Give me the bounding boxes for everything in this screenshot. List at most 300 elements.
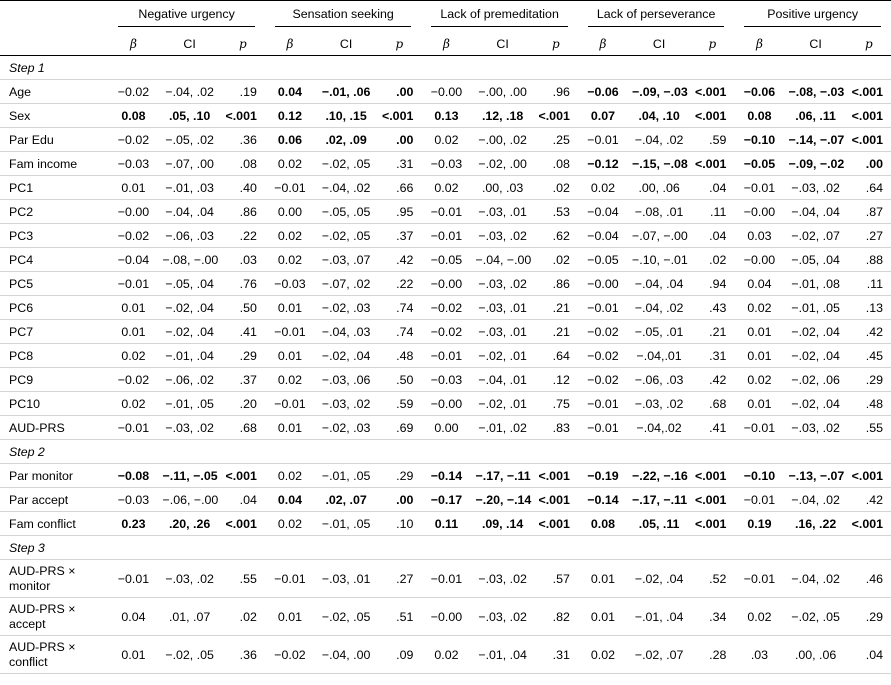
ci-value: −.02, .04 — [785, 320, 847, 344]
beta-value: −0.01 — [734, 488, 784, 512]
beta-value: 0.01 — [578, 560, 628, 598]
ci-value: −.09, −.02 — [785, 152, 847, 176]
row-label: PC6 — [0, 296, 108, 320]
p-value: .52 — [690, 560, 734, 598]
row-label: Age — [0, 80, 108, 104]
p-value: <.001 — [534, 488, 578, 512]
ci-value: .09, .14 — [472, 512, 534, 536]
p-value: <.001 — [690, 152, 734, 176]
p-value: .41 — [221, 320, 265, 344]
table-row — [0, 224, 891, 248]
beta-value: −0.00 — [421, 272, 471, 296]
p-value: .59 — [377, 392, 421, 416]
beta-value: −0.01 — [734, 416, 784, 440]
table-row — [0, 560, 891, 598]
p-value: .22 — [377, 272, 421, 296]
beta-value: −0.06 — [578, 80, 628, 104]
ci-value: −.02, .06 — [785, 368, 847, 392]
p-value: .02 — [690, 248, 734, 272]
ci-value: −.03, .01 — [472, 320, 534, 344]
table-row — [0, 344, 891, 368]
p-value: .55 — [847, 416, 891, 440]
beta-value: −0.00 — [578, 272, 628, 296]
p-value: <.001 — [847, 512, 891, 536]
ci-value: .02, .07 — [315, 488, 377, 512]
beta-value: −0.02 — [108, 224, 158, 248]
beta-value: −0.01 — [421, 344, 471, 368]
beta-value: 0.02 — [421, 128, 471, 152]
p-value: .42 — [847, 488, 891, 512]
p-value: <.001 — [534, 512, 578, 536]
beta-value: 0.02 — [265, 464, 315, 488]
ci-value: −.02, .04 — [315, 344, 377, 368]
p-value: .68 — [221, 416, 265, 440]
beta-value: −0.02 — [265, 636, 315, 674]
beta-header: β — [578, 32, 628, 56]
ci-value: −.06, .03 — [628, 368, 690, 392]
table-row — [0, 248, 891, 272]
p-value: .64 — [534, 344, 578, 368]
beta-value: 0.08 — [734, 104, 784, 128]
table-row — [0, 176, 891, 200]
corner-cell — [0, 1, 108, 33]
beta-value: −0.14 — [421, 464, 471, 488]
p-value: .02 — [534, 248, 578, 272]
beta-header: β — [108, 32, 158, 56]
ci-value: −.04,.02 — [628, 416, 690, 440]
p-value: .86 — [534, 272, 578, 296]
ci-value: −.04, .01 — [472, 368, 534, 392]
beta-value: 0.23 — [108, 512, 158, 536]
step-row — [0, 56, 891, 80]
beta-value: −0.01 — [265, 176, 315, 200]
p-value: .53 — [534, 200, 578, 224]
group-header-row — [0, 1, 891, 33]
ci-value: −.02, .05 — [315, 152, 377, 176]
ci-value: −.17, −.11 — [472, 464, 534, 488]
ci-value: −.03, .01 — [472, 296, 534, 320]
ci-value: −.03, .02 — [472, 598, 534, 636]
beta-value: −0.01 — [108, 272, 158, 296]
beta-value: −0.10 — [734, 128, 784, 152]
ci-value: −.01, .02 — [472, 416, 534, 440]
p-value: .45 — [847, 344, 891, 368]
p-value: .86 — [221, 200, 265, 224]
beta-value: 0.07 — [578, 104, 628, 128]
p-value: .62 — [534, 224, 578, 248]
ci-value: −.03, .02 — [785, 176, 847, 200]
ci-value: −.01, .05 — [785, 296, 847, 320]
p-value: <.001 — [847, 80, 891, 104]
ci-value: −.04, .02 — [159, 80, 221, 104]
ci-value: −.05, .04 — [785, 248, 847, 272]
table-row — [0, 598, 891, 636]
step-label: Step 1 — [0, 56, 891, 80]
row-label: Par monitor — [0, 464, 108, 488]
p-header: p — [221, 32, 265, 56]
table-row — [0, 488, 891, 512]
table-row — [0, 512, 891, 536]
p-value: .68 — [690, 392, 734, 416]
ci-value: −.07, −.00 — [628, 224, 690, 248]
row-label: PC4 — [0, 248, 108, 272]
ci-value: −.08, .01 — [628, 200, 690, 224]
table-row — [0, 320, 891, 344]
beta-value: 0.02 — [108, 392, 158, 416]
table-body — [0, 56, 891, 674]
p-value: <.001 — [690, 512, 734, 536]
ci-value: −.02, .07 — [628, 636, 690, 674]
table-row — [0, 296, 891, 320]
ci-header: CI — [159, 32, 221, 56]
table-row — [0, 368, 891, 392]
p-value: .27 — [377, 560, 421, 598]
p-value: .50 — [377, 368, 421, 392]
p-value: <.001 — [377, 104, 421, 128]
table-row — [0, 464, 891, 488]
p-value: <.001 — [847, 464, 891, 488]
beta-value: −0.01 — [421, 200, 471, 224]
beta-value: −0.00 — [421, 392, 471, 416]
p-value: .96 — [534, 80, 578, 104]
group-header: Lack of premeditation — [421, 1, 578, 33]
ci-value: −.02, .03 — [315, 416, 377, 440]
beta-value: −0.17 — [421, 488, 471, 512]
ci-value: −.01, .06 — [315, 80, 377, 104]
p-value: .29 — [847, 368, 891, 392]
step-label: Step 3 — [0, 536, 891, 560]
p-value: .19 — [221, 80, 265, 104]
ci-value: −.00, .02 — [472, 128, 534, 152]
p-value: .04 — [690, 176, 734, 200]
group-header: Positive urgency — [734, 1, 891, 33]
beta-value: 0.03 — [734, 224, 784, 248]
ci-value: −.02, .01 — [472, 392, 534, 416]
row-label: PC2 — [0, 200, 108, 224]
ci-value: −.06, −.00 — [159, 488, 221, 512]
p-value: .10 — [377, 512, 421, 536]
beta-value: −0.03 — [421, 368, 471, 392]
beta-value: 0.02 — [265, 368, 315, 392]
p-value: .46 — [847, 560, 891, 598]
ci-value: −.17, −.11 — [628, 488, 690, 512]
p-value: .75 — [534, 392, 578, 416]
beta-value: 0.13 — [421, 104, 471, 128]
beta-value: 0.00 — [265, 200, 315, 224]
beta-value: −0.01 — [265, 320, 315, 344]
ci-value: .00, .06 — [785, 636, 847, 674]
p-value: .12 — [534, 368, 578, 392]
p-value: <.001 — [690, 464, 734, 488]
p-value: .31 — [690, 344, 734, 368]
beta-value: 0.02 — [265, 512, 315, 536]
beta-value: 0.01 — [265, 344, 315, 368]
beta-value: 0.02 — [734, 296, 784, 320]
p-value: .00 — [377, 488, 421, 512]
p-value: .00 — [377, 80, 421, 104]
ci-value: .04, .10 — [628, 104, 690, 128]
table-row — [0, 104, 891, 128]
ci-value: −.01, .04 — [628, 598, 690, 636]
ci-value: −.04, −.00 — [472, 248, 534, 272]
beta-value: −0.05 — [578, 248, 628, 272]
p-value: .25 — [534, 128, 578, 152]
ci-value: .01, .07 — [159, 598, 221, 636]
ci-value: −.14, −.07 — [785, 128, 847, 152]
row-label: Sex — [0, 104, 108, 128]
p-value: <.001 — [221, 512, 265, 536]
beta-value: −0.14 — [578, 488, 628, 512]
beta-value: 0.01 — [108, 296, 158, 320]
p-value: .04 — [690, 224, 734, 248]
p-value: <.001 — [690, 488, 734, 512]
beta-value: −0.02 — [108, 368, 158, 392]
beta-value: 0.02 — [578, 636, 628, 674]
beta-value: −0.03 — [108, 152, 158, 176]
p-value: .42 — [377, 248, 421, 272]
beta-value: −0.04 — [578, 200, 628, 224]
ci-value: −.03, .01 — [315, 560, 377, 598]
ci-value: −.01, .08 — [785, 272, 847, 296]
p-value: .50 — [221, 296, 265, 320]
beta-value: 0.01 — [265, 296, 315, 320]
group-header: Lack of perseverance — [578, 1, 735, 33]
p-value: .21 — [534, 320, 578, 344]
beta-value: −0.06 — [734, 80, 784, 104]
beta-value: −0.01 — [578, 392, 628, 416]
ci-value: −.01, .05 — [159, 392, 221, 416]
p-value: .42 — [690, 368, 734, 392]
p-value: .02 — [221, 598, 265, 636]
ci-value: −.04, .04 — [159, 200, 221, 224]
p-value: .42 — [847, 320, 891, 344]
beta-value: 0.02 — [421, 176, 471, 200]
row-label: AUD-PRS × conflict — [0, 636, 108, 674]
table-row — [0, 128, 891, 152]
p-value: .08 — [534, 152, 578, 176]
p-value: .51 — [377, 598, 421, 636]
ci-value: −.08, −.00 — [159, 248, 221, 272]
ci-value: −.02, .00 — [472, 152, 534, 176]
beta-value: 0.01 — [108, 320, 158, 344]
p-value: .48 — [377, 344, 421, 368]
ci-value: −.04, .02 — [628, 296, 690, 320]
beta-value: −0.04 — [108, 248, 158, 272]
beta-value: 0.02 — [734, 598, 784, 636]
ci-value: −.04, .04 — [628, 272, 690, 296]
ci-value: −.01, .04 — [159, 344, 221, 368]
table-row — [0, 200, 891, 224]
ci-value: .02, .09 — [315, 128, 377, 152]
ci-value: −.04, .00 — [315, 636, 377, 674]
p-value: .36 — [221, 636, 265, 674]
ci-value: −.05, .05 — [315, 200, 377, 224]
ci-value: −.03, .07 — [315, 248, 377, 272]
p-value: .02 — [534, 176, 578, 200]
p-value: .21 — [690, 320, 734, 344]
p-value: .04 — [221, 488, 265, 512]
row-label: AUD-PRS × monitor — [0, 560, 108, 598]
beta-value: 0.02 — [108, 344, 158, 368]
beta-value: 0.19 — [734, 512, 784, 536]
beta-value: 0.01 — [108, 176, 158, 200]
p-value: .64 — [847, 176, 891, 200]
beta-value: 0.04 — [108, 598, 158, 636]
beta-value: −0.01 — [734, 176, 784, 200]
ci-value: −.03, .02 — [472, 224, 534, 248]
p-value: <.001 — [221, 464, 265, 488]
ci-value: −.06, .03 — [159, 224, 221, 248]
p-value: .21 — [534, 296, 578, 320]
row-label: PC9 — [0, 368, 108, 392]
ci-value: −.20, −.14 — [472, 488, 534, 512]
p-value: .13 — [847, 296, 891, 320]
p-value: .11 — [690, 200, 734, 224]
p-value: <.001 — [534, 104, 578, 128]
beta-value: −0.00 — [108, 200, 158, 224]
p-value: .28 — [690, 636, 734, 674]
ci-value: .06, .11 — [785, 104, 847, 128]
ci-value: .10, .15 — [315, 104, 377, 128]
beta-value: −0.01 — [578, 416, 628, 440]
p-value: .00 — [847, 152, 891, 176]
ci-value: −.03, .06 — [315, 368, 377, 392]
beta-value: −0.05 — [421, 248, 471, 272]
p-value: .09 — [377, 636, 421, 674]
subheader-row — [0, 32, 891, 56]
beta-value: 0.02 — [265, 224, 315, 248]
ci-value: −.01, .04 — [472, 636, 534, 674]
p-value: .88 — [847, 248, 891, 272]
ci-value: −.05, .02 — [159, 128, 221, 152]
ci-value: −.04, .03 — [315, 320, 377, 344]
beta-value: −0.19 — [578, 464, 628, 488]
p-value: .74 — [377, 296, 421, 320]
beta-value: −0.08 — [108, 464, 158, 488]
beta-header: β — [421, 32, 471, 56]
beta-value: −0.04 — [578, 224, 628, 248]
step-row — [0, 536, 891, 560]
ci-value: −.04,.01 — [628, 344, 690, 368]
p-value: .59 — [690, 128, 734, 152]
ci-value: −.13, −.07 — [785, 464, 847, 488]
p-header: p — [377, 32, 421, 56]
p-value: .74 — [377, 320, 421, 344]
corner-cell — [0, 32, 108, 56]
beta-value: −0.00 — [421, 598, 471, 636]
row-label: Par accept — [0, 488, 108, 512]
beta-value: −0.01 — [108, 416, 158, 440]
beta-value: −0.10 — [734, 464, 784, 488]
p-value: .95 — [377, 200, 421, 224]
ci-value: −.03, .02 — [628, 392, 690, 416]
p-value: .40 — [221, 176, 265, 200]
beta-value: −0.02 — [421, 320, 471, 344]
beta-value: −0.02 — [578, 368, 628, 392]
p-value: .22 — [221, 224, 265, 248]
ci-value: −.06, .02 — [159, 368, 221, 392]
beta-value: −0.01 — [734, 560, 784, 598]
table-row — [0, 416, 891, 440]
beta-value: 0.02 — [421, 636, 471, 674]
p-header: p — [690, 32, 734, 56]
row-label: Fam conflict — [0, 512, 108, 536]
beta-value: 0.02 — [265, 248, 315, 272]
ci-value: −.02, .01 — [472, 344, 534, 368]
ci-value: −.04, .02 — [315, 176, 377, 200]
beta-value: 0.01 — [108, 636, 158, 674]
p-value: .76 — [221, 272, 265, 296]
beta-value: −0.02 — [578, 320, 628, 344]
beta-value: −0.01 — [265, 560, 315, 598]
beta-value: 0.02 — [578, 176, 628, 200]
p-value: .27 — [847, 224, 891, 248]
ci-value: −.10, −.01 — [628, 248, 690, 272]
p-value: .41 — [690, 416, 734, 440]
ci-header: CI — [472, 32, 534, 56]
p-header: p — [847, 32, 891, 56]
ci-value: −.09, −.03 — [628, 80, 690, 104]
p-value: .83 — [534, 416, 578, 440]
beta-value: −0.02 — [421, 296, 471, 320]
p-value: .36 — [221, 128, 265, 152]
p-header: p — [534, 32, 578, 56]
p-value: .04 — [847, 636, 891, 674]
ci-value: −.07, .00 — [159, 152, 221, 176]
p-value: .55 — [221, 560, 265, 598]
row-label: AUD-PRS — [0, 416, 108, 440]
ci-value: −.02, .05 — [785, 598, 847, 636]
ci-value: −.15, −.08 — [628, 152, 690, 176]
beta-value: −0.00 — [421, 80, 471, 104]
row-label: PC7 — [0, 320, 108, 344]
beta-value: 0.08 — [108, 104, 158, 128]
beta-value: 0.02 — [265, 152, 315, 176]
p-value: .57 — [534, 560, 578, 598]
step-row — [0, 440, 891, 464]
beta-value: −0.03 — [265, 272, 315, 296]
p-value: .29 — [847, 598, 891, 636]
ci-value: .05, .10 — [159, 104, 221, 128]
beta-value: −0.02 — [108, 80, 158, 104]
table-row — [0, 80, 891, 104]
ci-value: −.03, .02 — [159, 416, 221, 440]
ci-value: −.05, .01 — [628, 320, 690, 344]
ci-value: .12, .18 — [472, 104, 534, 128]
ci-value: −.02, .05 — [315, 598, 377, 636]
ci-value: −.02, .04 — [159, 320, 221, 344]
ci-header: CI — [628, 32, 690, 56]
ci-value: −.00, .00 — [472, 80, 534, 104]
p-value: .34 — [690, 598, 734, 636]
p-value: .11 — [847, 272, 891, 296]
beta-value: 0.11 — [421, 512, 471, 536]
row-label: PC10 — [0, 392, 108, 416]
ci-value: −.08, −.03 — [785, 80, 847, 104]
table-row — [0, 272, 891, 296]
p-value: .87 — [847, 200, 891, 224]
ci-value: .00, .06 — [628, 176, 690, 200]
ci-value: −.04, .02 — [628, 128, 690, 152]
beta-value: −0.01 — [578, 296, 628, 320]
beta-value: 0.01 — [578, 598, 628, 636]
beta-value: 0.02 — [734, 368, 784, 392]
p-value: .00 — [377, 128, 421, 152]
beta-value: −0.01 — [421, 224, 471, 248]
p-value: .82 — [534, 598, 578, 636]
ci-header: CI — [315, 32, 377, 56]
ci-value: −.01, .03 — [159, 176, 221, 200]
